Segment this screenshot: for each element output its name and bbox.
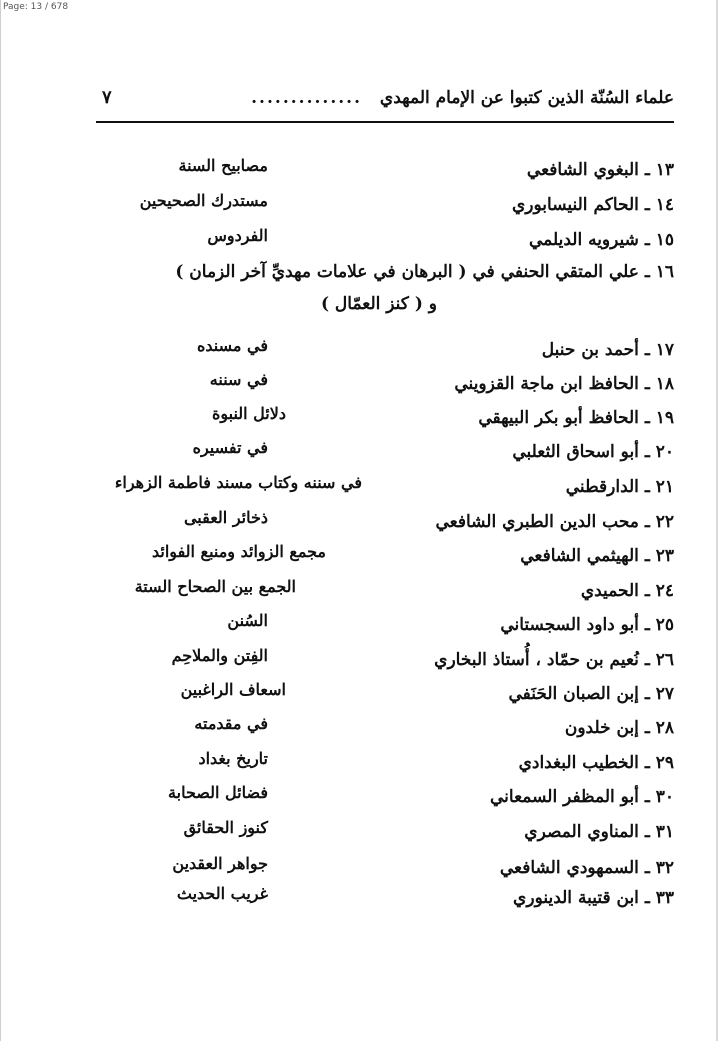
entry-13 [96,156,674,192]
entry-author: ٢٠ ـ أبو اسحاق الثعلبي [512,442,674,462]
entry-work: في مقدمته [194,714,268,733]
entry-work: في تفسيره [192,438,268,457]
entry-author: ١٨ ـ الحافظ ابن ماجة القزويني [454,374,674,394]
entry-work: مجمع الزوائد ومنبع الفوائد [152,542,326,561]
book-page [96,88,674,988]
entry-author: ٢٨ ـ إبن خلدون [564,718,674,738]
entry-24 [96,577,674,613]
entry-author: ٢٦ ـ نُعيم بن حمّاد ، أُستاذ البخاري [434,650,674,670]
entry-18 [96,370,674,406]
entry-work: في مسنده [196,336,268,355]
entry-author: ٢٢ ـ محب الدين الطبري الشافعي [435,512,674,532]
entry-work: جواهر العقدين [172,854,268,873]
entry-work: مستدرك الصحيحين [139,191,268,210]
entry-14 [96,191,674,227]
entry-author: ١٤ ـ الحاكم النيسابوري [511,195,674,215]
entry-26 [96,646,674,682]
header-page-number: ٧ [102,87,112,108]
entry-28 [96,714,674,750]
entry-20 [96,438,674,474]
entry-17 [96,336,674,372]
entry-author: ١٥ ـ شيرويه الديلمي [528,230,674,250]
entry-work: كنوز الحقائق [183,818,268,837]
entry-19 [96,404,674,440]
entry-work: مصابيح السنة [178,156,268,175]
entry-work: في سننه وكتاب مسند فاطمة الزهراء [114,473,362,492]
page-indicator: Page: 13 / 678 [3,2,69,12]
entry-author: ٢٤ ـ الحميدي [580,581,674,601]
entry-31 [96,818,674,854]
entry-work: اسعاف الراغبين [180,680,286,699]
entry-author: ٢٧ ـ إبن الصبان الحَنَفي [508,684,674,704]
entry-author: ٣٠ ـ أبو المظفر السمعاني [489,787,674,807]
header-title: علماء السُنّة الذين كتبوا عن الإمام المهدي [379,88,674,108]
entry-author: ٣٣ ـ ابن قتيبة الدينوري [513,888,674,908]
header-rule [96,121,674,123]
entry-work: ذخائر العقبى [183,508,268,527]
entry-work: غريب الحديث [176,884,268,903]
entry-author: ٣١ ـ المناوي المصري [524,822,674,842]
entry-author: ٢١ ـ الدارقطني [565,477,674,497]
page-edge-left [0,0,1,1041]
entry-work: دلائل النبوة [211,404,286,423]
entry-27 [96,680,674,716]
entry-author: ٢٥ ـ أبو داود السجستاني [500,615,674,635]
entry-work: تاريخ بغداد [198,749,268,768]
entry-21 [96,473,674,509]
entry-continuation: و ( كنز العمّال ) [320,294,437,314]
entry-author: ١٣ ـ البغوي الشافعي [526,160,674,180]
entry-22 [96,508,674,544]
entry-work: الفردوس [207,226,268,245]
entry-33 [96,884,674,920]
header-dot-leader: .............. [251,88,362,108]
entry-author: ١٦ ـ علي المتقي الحنفي في ( البرهان في علامات مهديِّ آخر الزمان ) [175,262,674,282]
page-edge-right [716,0,718,1041]
entry-25 [96,611,674,647]
entry-work: الفِتن والملاحِم [171,646,268,665]
entry-work: الجمع بين الصحاح الستة [134,577,296,596]
entry-author: ٢٩ ـ الخطيب البغدادي [518,753,674,773]
entry-15 [96,226,674,262]
entry-30 [96,783,674,819]
entry-work: السُنن [227,611,268,630]
entry-author: ٢٣ ـ الهيثمي الشافعي [520,546,674,566]
entry-23 [96,542,674,578]
entry-author: ٣٢ ـ السمهودي الشافعي [499,858,674,878]
entry-29 [96,749,674,785]
entry-16 [96,262,674,314]
entry-author: ١٩ ـ الحافظ أبو بكر البيهقي [478,408,674,428]
entry-work: فضائل الصحابة [168,783,268,802]
running-header [96,88,674,116]
entry-work: في سننه [209,370,268,389]
entry-author: ١٧ ـ أحمد بن حنبل [541,340,674,360]
